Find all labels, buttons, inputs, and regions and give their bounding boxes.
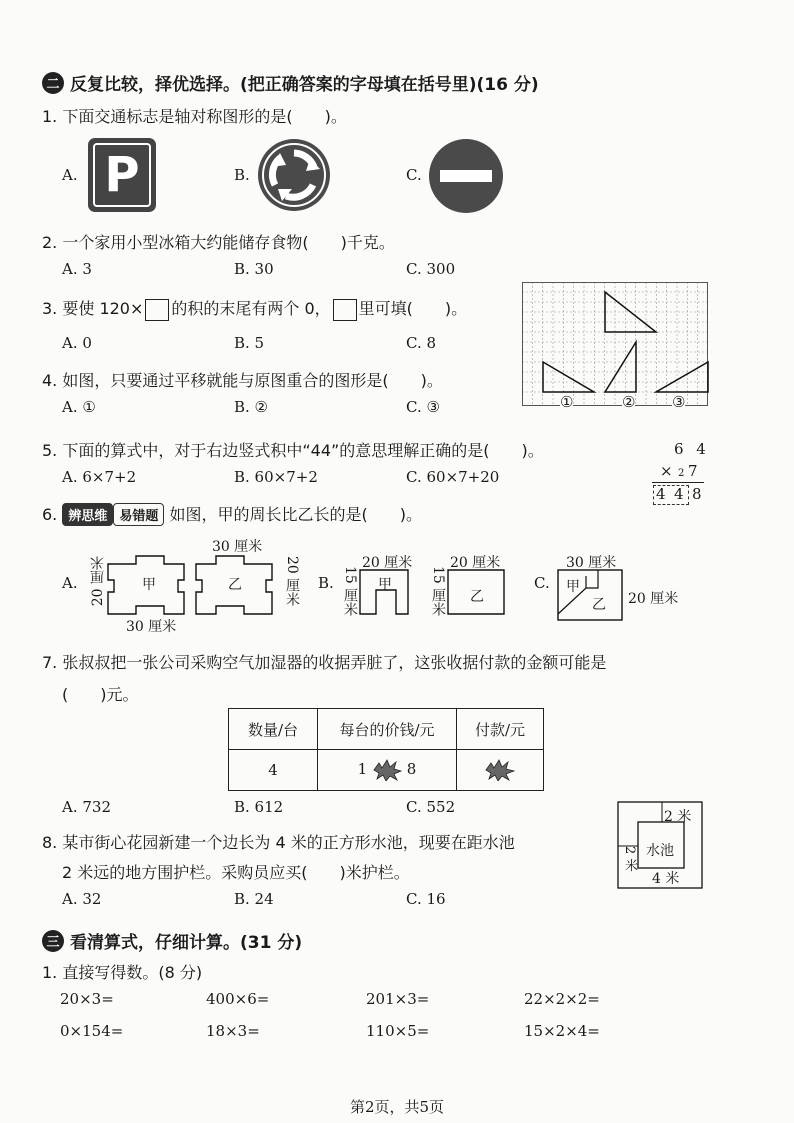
c-right-label: 20 厘米 (628, 591, 679, 607)
pool-bottom-label: 4 米 (652, 871, 680, 887)
question-6 (42, 502, 422, 526)
question-2: 2. 一个家用小型冰箱大约能储存食物( )千克。 (42, 233, 395, 252)
q2-option-b[interactable]: B. 30 (234, 260, 274, 278)
header-payment: 付款/元 (457, 709, 544, 750)
q3-option-b[interactable]: B. 5 (234, 334, 265, 352)
header-unit-price: 每台的价钱/元 (318, 709, 457, 750)
a-left-label: 20 厘米 (90, 556, 106, 607)
grid-label-1: ① (560, 393, 574, 411)
q4-option-b[interactable]: B. ② (234, 398, 269, 416)
q2-option-c[interactable]: C. 300 (406, 260, 456, 278)
table-header-row (229, 709, 544, 750)
question-1: 1. 下面交通标志是轴对称图形的是( )。 (42, 107, 347, 126)
q3-pre: 3. 要使 120× (42, 299, 144, 318)
roundabout-sign-icon (256, 137, 332, 213)
calc-item: 22×2×2= (524, 990, 600, 1008)
b-yi: 乙 (470, 589, 484, 605)
tag-error-prone: 易错题 (113, 503, 164, 526)
cell-qty: 4 (229, 750, 318, 791)
vertical-op: × (660, 462, 673, 480)
q3-post: 里可填( )。 (358, 299, 468, 318)
q5-option-b[interactable]: B. 60×7+2 (234, 468, 318, 486)
section-3-header (42, 928, 302, 953)
product-digit-1: 4 (656, 485, 666, 503)
q8-option-b[interactable]: B. 24 (234, 890, 274, 908)
calc-item: 110×5= (366, 1022, 430, 1040)
calc-item: 0×154= (60, 1022, 124, 1040)
translation-grid-figure (522, 282, 712, 410)
c-top-label: 30 厘米 (566, 555, 617, 571)
q7-option-a[interactable]: A. 732 (62, 798, 111, 816)
blank-box (333, 299, 357, 321)
b-top-label-1: 20 厘米 (362, 555, 413, 571)
q7-option-c[interactable]: C. 552 (406, 798, 456, 816)
q1-option-c[interactable]: C. (406, 166, 422, 184)
b-left-label-1: 15 厘米 (342, 566, 358, 617)
section-number: 三 (42, 930, 64, 952)
parking-sign-icon (88, 138, 156, 212)
section-2-header (42, 70, 539, 95)
receipt-table (228, 708, 544, 791)
smudge-icon (372, 759, 402, 781)
question-8-line2: 2 米远的地方围护栏。采购员应买( )米护栏。 (62, 863, 410, 882)
q3-option-c[interactable]: C. 8 (406, 334, 437, 352)
header-qty: 数量/台 (229, 709, 318, 750)
parking-letter: P (93, 143, 151, 207)
blank-box (145, 299, 169, 321)
calc-item: 201×3= (366, 990, 430, 1008)
q3-option-a[interactable]: A. 0 (62, 334, 92, 352)
b-top-label-2: 20 厘米 (450, 555, 501, 571)
a-bottom-label: 30 厘米 (126, 619, 177, 635)
q6-text: 如图，甲的周长比乙长的是( )。 (169, 505, 422, 524)
question-3 (42, 296, 467, 321)
vertical-top: 6 4 (674, 440, 710, 458)
q6-figure-a (84, 534, 304, 634)
question-8: 8. 某市街心花园新建一个边长为 4 米的正方形水池，现要在距水池 (42, 833, 515, 852)
no-entry-sign-icon (428, 138, 504, 214)
cell-payment (457, 750, 544, 791)
question-7-line2: ( )元。 (62, 685, 139, 704)
section-title: 看清算式，仔细计算。(31 分) (70, 933, 303, 953)
b-jia: 甲 (378, 577, 392, 593)
subquestion-1: 1. 直接写得数。(8 分) (42, 963, 203, 982)
q8-option-c[interactable]: C. 16 (406, 890, 446, 908)
q7-option-b[interactable]: B. 612 (234, 798, 284, 816)
grid-label-2: ② (622, 393, 636, 411)
q8-option-a[interactable]: A. 32 (62, 890, 102, 908)
section-number: 二 (42, 72, 64, 94)
calc-item: 20×3= (60, 990, 114, 1008)
q6-option-a[interactable]: A. (62, 574, 78, 592)
a-jia: 甲 (142, 577, 156, 593)
q4-option-a[interactable]: A. ① (62, 398, 96, 416)
section-title: 反复比较，择优选择。(把正确答案的字母填在括号里)(16 分) (70, 75, 539, 95)
calc-item: 15×2×4= (524, 1022, 600, 1040)
calc-item: 400×6= (206, 990, 270, 1008)
q4-option-c[interactable]: C. ③ (406, 398, 440, 416)
question-7: 7. 张叔叔把一张公司采购空气加湿器的收据弄脏了，这张收据付款的金额可能是 (42, 653, 607, 672)
page-footer: 第2页，共5页 (349, 1098, 445, 1116)
q5-option-a[interactable]: A. 6×7+2 (62, 468, 137, 486)
q1-option-a[interactable]: A. (62, 166, 78, 184)
b-left-label-2: 15 厘米 (430, 566, 446, 617)
pool-label: 水池 (646, 843, 674, 859)
a-right-label: 20 厘米 (284, 556, 300, 607)
question-4: 4. 如图，只要通过平移就能与原图重合的图形是( )。 (42, 371, 443, 390)
c-yi: 乙 (592, 597, 606, 613)
product-digit-3: 8 (692, 485, 702, 503)
product-digit-2: 4 (674, 485, 684, 503)
q6-option-b[interactable]: B. (318, 574, 334, 592)
grid-label-3: ③ (672, 393, 686, 411)
calc-item: 18×3= (206, 1022, 260, 1040)
cell-unit-price (318, 750, 457, 791)
pool-top-label: 2 米 (664, 809, 692, 825)
q3-mid: 的积的末尾有两个 0， (171, 299, 331, 318)
a-top-label: 30 厘米 (212, 539, 263, 555)
c-jia: 甲 (566, 579, 580, 595)
q5-option-c[interactable]: C. 60×7+20 (406, 468, 500, 486)
vertical-line (652, 482, 704, 483)
vertical-multiplier: 7 (688, 462, 698, 480)
smudge-icon (484, 759, 516, 781)
price-digit-1: 1 (357, 760, 368, 778)
q6-number: 6. (42, 505, 58, 524)
q1-option-b[interactable]: B. (234, 166, 250, 184)
question-5: 5. 下面的算式中，对于右边竖式积中“44”的意思理解正确的是( )。 (42, 441, 544, 460)
a-yi: 乙 (228, 577, 242, 593)
price-digit-3: 8 (406, 760, 417, 778)
q6-option-c[interactable]: C. (534, 574, 550, 592)
table-row (229, 750, 544, 791)
pool-left-label: 2 米 (622, 846, 637, 872)
tag-thinking: 辨思维 (62, 503, 113, 526)
vertical-carry: 2 (678, 468, 685, 479)
q2-option-a[interactable]: A. 3 (62, 260, 92, 278)
